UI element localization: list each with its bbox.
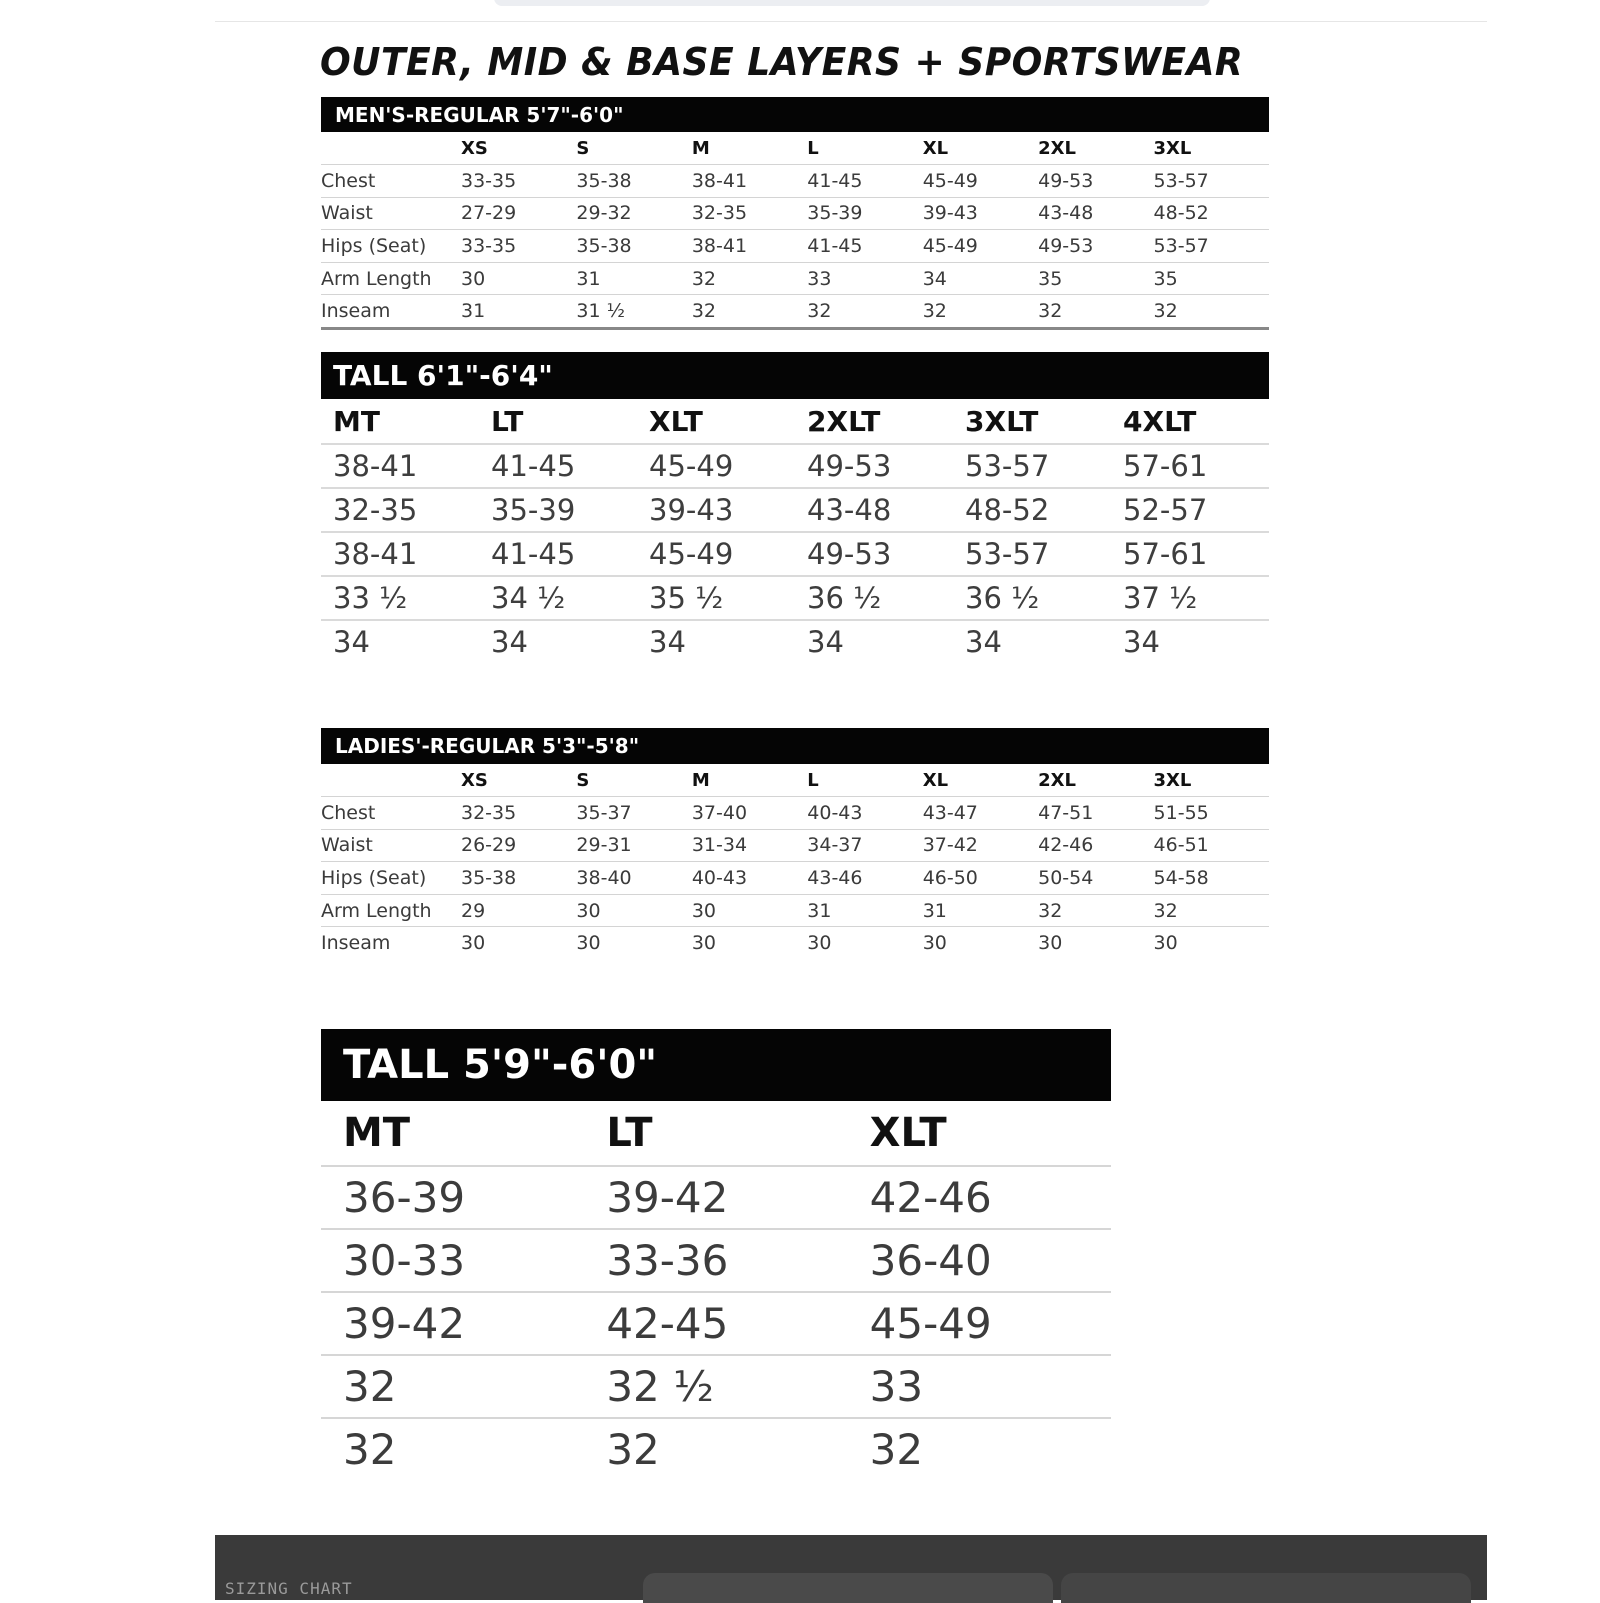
table-cell: 54-58 [1154,862,1269,895]
row-label: Inseam [321,927,461,959]
sizing-chart-caption: SIZING CHART [225,1579,353,1598]
table-cell: 32 [1038,894,1153,927]
table-cell: 45-49 [923,165,1038,198]
ladies-regular-size-row [321,764,1269,797]
men-regular-table [321,132,1269,330]
tall-ladies-table [321,1101,1111,1480]
table-cell: 37 ½ [1111,576,1269,620]
row-label: Chest [321,165,461,198]
table-cell: 35 ½ [637,576,795,620]
table-cell: 42-46 [1038,829,1153,862]
table-cell: 34 [795,620,953,663]
men-regular-section [321,97,1269,330]
table-cell: 45-49 [637,444,795,488]
row-label: Arm Length [321,262,461,295]
size-header: XL [922,137,949,159]
size-header: XL [922,769,949,791]
table-cell: 43-48 [795,488,953,532]
table-cell: 47-51 [1038,797,1153,830]
table-cell: 40-43 [692,862,807,895]
table-cell: 36 ½ [795,576,953,620]
table-cell: 32 [1038,295,1153,329]
table-cell: 49-53 [795,532,953,576]
row-label: Inseam [321,295,461,329]
table-cell: 32-35 [321,488,479,532]
table-row [321,1418,1111,1480]
tall-ladies-section [321,1029,1111,1480]
table-cell: 33-35 [461,165,576,198]
table-cell: 29-31 [576,829,691,862]
table-cell: 29-32 [576,197,691,230]
table-cell: 35-39 [479,488,637,532]
table-cell: 41-45 [807,230,922,263]
row-label: Hips (Seat) [321,230,461,263]
table-cell: 42-45 [584,1292,847,1355]
table-cell: 37-40 [692,797,807,830]
table-cell: 34 [637,620,795,663]
table-cell: 38-41 [692,165,807,198]
table-cell: 39-43 [637,488,795,532]
row-label: Hips (Seat) [321,862,461,895]
table-row [321,1166,1111,1229]
table-cell: 45-49 [848,1292,1111,1355]
table-row [321,862,1269,895]
ladies-regular-corner [321,764,461,797]
table-cell: 35 [1038,262,1153,295]
thumbnail[interactable] [643,1573,1053,1603]
size-header: 3XL [1153,137,1192,159]
table-cell: 53-57 [953,444,1111,488]
table-row [321,165,1269,198]
men-regular-header: MEN'S-REGULAR 5'7"-6'0" [321,97,1269,132]
table-cell: 51-55 [1154,797,1269,830]
table-cell: 38-40 [576,862,691,895]
table-cell: 33 [848,1355,1111,1418]
table-cell: 35-38 [576,165,691,198]
tall-ladies-size-row [321,1101,1111,1166]
size-header: L [807,137,819,159]
table-cell: 30-33 [321,1229,584,1292]
table-cell: 43-46 [807,862,922,895]
size-header: MT [333,404,380,438]
size-header: XLT [649,404,703,438]
table-cell: 34 [953,620,1111,663]
table-cell: 31 [807,894,922,927]
tall-men-size-row [321,399,1269,444]
table-cell: 30 [692,894,807,927]
table-cell: 57-61 [1111,444,1269,488]
row-label: Waist [321,197,461,230]
table-cell: 48-52 [1154,197,1269,230]
table-cell: 34 ½ [479,576,637,620]
tall-men-header: TALL 6'1"-6'4" [321,352,1269,399]
size-header: XS [461,769,488,791]
table-cell: 32 [692,295,807,329]
table-row [321,797,1269,830]
table-cell: 32 [1154,894,1269,927]
table-cell: 35-37 [576,797,691,830]
table-cell: 30 [576,927,691,959]
table-cell: 32 [692,262,807,295]
size-header: 3XLT [965,404,1039,438]
row-label: Arm Length [321,894,461,927]
size-header: 2XLT [807,404,881,438]
size-header: 3XL [1153,769,1192,791]
table-cell: 48-52 [953,488,1111,532]
table-row [321,1229,1111,1292]
tall-ladies-header: TALL 5'9"-6'0" [321,1029,1111,1101]
table-cell: 33 [807,262,922,295]
row-label: Waist [321,829,461,862]
table-row [321,197,1269,230]
table-row [321,576,1269,620]
table-cell: 53-57 [953,532,1111,576]
men-regular-size-row [321,132,1269,165]
table-cell: 32-35 [461,797,576,830]
table-cell: 36-40 [848,1229,1111,1292]
size-header: XS [461,137,488,159]
table-cell: 33-36 [584,1229,847,1292]
table-cell: 45-49 [923,230,1038,263]
table-cell: 30 [576,894,691,927]
table-cell: 39-42 [321,1292,584,1355]
table-cell: 34-37 [807,829,922,862]
table-cell: 46-51 [1154,829,1269,862]
men-regular-corner [321,132,461,165]
table-cell: 33-35 [461,230,576,263]
table-cell: 27-29 [461,197,576,230]
page-title: OUTER, MID & BASE LAYERS + SPORTSWEAR [320,40,1244,84]
tall-men-section [321,352,1269,663]
table-cell: 37-42 [923,829,1038,862]
top-divider [215,21,1487,22]
table-cell: 26-29 [461,829,576,862]
table-cell: 31 [576,262,691,295]
table-cell: 39-43 [923,197,1038,230]
table-row [321,532,1269,576]
table-row [321,444,1269,488]
size-header: 2XL [1038,769,1076,791]
table-cell: 30 [461,262,576,295]
table-cell: 53-57 [1154,165,1269,198]
ladies-regular-header: LADIES'-REGULAR 5'3"-5'8" [321,728,1269,764]
table-cell: 35 [1154,262,1269,295]
table-cell: 39-42 [584,1166,847,1229]
table-cell: 35-38 [461,862,576,895]
thumbnail[interactable] [1061,1573,1471,1603]
table-cell: 32 [1154,295,1269,329]
table-cell: 41-45 [807,165,922,198]
table-row [321,1292,1111,1355]
size-header: M [691,769,710,791]
table-cell: 32 [584,1418,847,1480]
table-cell: 34 [923,262,1038,295]
table-cell: 36-39 [321,1166,584,1229]
table-row [321,295,1269,329]
table-cell: 52-57 [1111,488,1269,532]
table-row [321,927,1269,959]
table-cell: 33 ½ [321,576,479,620]
table-cell: 32 [321,1418,584,1480]
table-cell: 57-61 [1111,532,1269,576]
size-header: MT [343,1110,411,1156]
table-cell: 32 [807,295,922,329]
table-row [321,488,1269,532]
table-cell: 30 [1038,927,1153,959]
table-cell: 38-41 [321,532,479,576]
table-cell: 36 ½ [953,576,1111,620]
size-header: XLT [869,1110,947,1156]
table-cell: 30 [807,927,922,959]
table-cell: 32 [321,1355,584,1418]
thumbnail-strip[interactable] [215,1535,1487,1600]
table-cell: 31 [923,894,1038,927]
table-cell: 35-39 [807,197,922,230]
table-cell: 38-41 [692,230,807,263]
table-cell: 46-50 [923,862,1038,895]
size-header: LT [491,404,524,438]
size-header: LT [606,1110,653,1156]
table-cell: 30 [1154,927,1269,959]
table-cell: 41-45 [479,444,637,488]
table-cell: 49-53 [1038,165,1153,198]
size-header: L [807,769,819,791]
table-cell: 38-41 [321,444,479,488]
table-row [321,230,1269,263]
table-cell: 34 [321,620,479,663]
table-row [321,620,1269,663]
table-cell: 30 [461,927,576,959]
table-cell: 45-49 [637,532,795,576]
tall-men-table [321,399,1269,663]
table-row [321,894,1269,927]
table-cell: 43-47 [923,797,1038,830]
table-cell: 34 [1111,620,1269,663]
table-cell: 31 ½ [576,295,691,329]
size-header: 4XLT [1123,404,1197,438]
table-cell: 32 [923,295,1038,329]
table-cell: 34 [479,620,637,663]
ladies-regular-section [321,728,1269,959]
top-scroll-pill [494,0,1210,6]
table-cell: 32 ½ [584,1355,847,1418]
table-cell: 49-53 [1038,230,1153,263]
table-cell: 30 [923,927,1038,959]
table-cell: 30 [692,927,807,959]
table-cell: 31-34 [692,829,807,862]
size-header: 2XL [1038,137,1076,159]
table-cell: 31 [461,295,576,329]
table-cell: 49-53 [795,444,953,488]
size-header: M [691,137,710,159]
table-cell: 32-35 [692,197,807,230]
table-cell: 29 [461,894,576,927]
row-label: Chest [321,797,461,830]
table-cell: 42-46 [848,1166,1111,1229]
table-cell: 41-45 [479,532,637,576]
table-row [321,829,1269,862]
table-cell: 35-38 [576,230,691,263]
table-row [321,1355,1111,1418]
table-cell: 53-57 [1154,230,1269,263]
table-cell: 43-48 [1038,197,1153,230]
size-header: S [576,769,590,791]
table-cell: 50-54 [1038,862,1153,895]
ladies-regular-table [321,764,1269,959]
size-header: S [576,137,590,159]
table-cell: 32 [848,1418,1111,1480]
table-row [321,262,1269,295]
table-cell: 40-43 [807,797,922,830]
